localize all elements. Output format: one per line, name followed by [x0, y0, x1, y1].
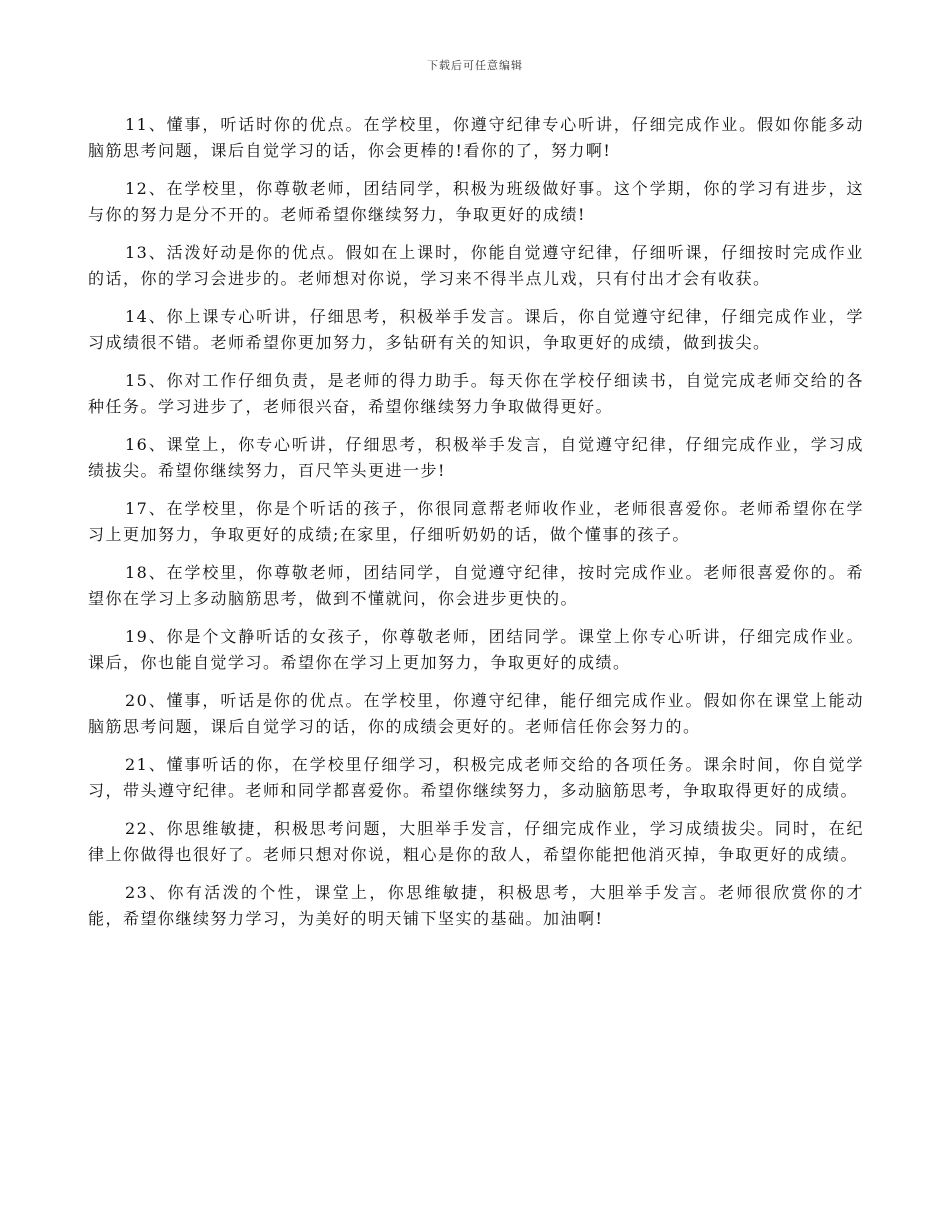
comment-paragraph-15: 15、你对工作仔细负责，是老师的得力助手。每天你在学校仔细读书，自觉完成老师交给的各种任务。学习进步了，老师很兴奋，希望你继续努力争取做得更好。	[88, 371, 864, 416]
comment-paragraph-19: 19、你是个文静听话的女孩子，你尊敬老师，团结同学。课堂上你专心听讲，仔细完成作业。课后，你也能自觉学习。希望你在学习上更加努力，争取更好的成绩。	[88, 627, 864, 672]
comment-paragraph-20: 20、懂事，听话是你的优点。在学校里，你遵守纪律，能仔细完成作业。假如你在课堂上能动脑筋思考问题，课后自觉学习的话，你的成绩会更好的。老师信任你会努力的。	[88, 691, 864, 736]
document-body	[88, 112, 864, 944]
comment-paragraph-21: 21、懂事听话的你，在学校里仔细学习，积极完成老师交给的各项任务。课余时间，你自觉学习，带头遵守纪律。老师和同学都喜爱你。希望你继续努力，多动脑筋思考，争取取得更好的成绩。	[88, 755, 864, 800]
comment-paragraph-11: 11、懂事，听话时你的优点。在学校里，你遵守纪律专心听讲，仔细完成作业。假如你能多动脑筋思考问题，课后自觉学习的话，你会更棒的!看你的了，努力啊!	[88, 115, 864, 160]
page-header: 下载后可任意编辑	[427, 59, 523, 72]
comment-paragraph-16: 16、课堂上，你专心听讲，仔细思考，积极举手发言，自觉遵守纪律，仔细完成作业，学习成绩拔尖。希望你继续努力，百尺竿头更进一步!	[88, 435, 864, 480]
comment-paragraph-22: 22、你思维敏捷，积极思考问题，大胆举手发言，仔细完成作业，学习成绩拔尖。同时，在纪律上你做得也很好了。老师只想对你说，粗心是你的敌人，希望你能把他消灭掉，争取更好的成绩。	[88, 819, 864, 864]
comment-paragraph-12: 12、在学校里，你尊敬老师，团结同学，积极为班级做好事。这个学期，你的学习有进步，这与你的努力是分不开的。老师希望你继续努力，争取更好的成绩!	[88, 179, 864, 224]
comment-paragraph-23: 23、你有活泼的个性，课堂上，你思维敏捷，积极思考，大胆举手发言。老师很欣赏你的才能，希望你继续努力学习，为美好的明天铺下坚实的基础。加油啊!	[88, 883, 864, 928]
comment-paragraph-14: 14、你上课专心听讲，仔细思考，积极举手发言。课后，你自觉遵守纪律，仔细完成作业，学习成绩很不错。老师希望你更加努力，多钻研有关的知识，争取更好的成绩，做到拔尖。	[88, 307, 864, 352]
comment-paragraph-13: 13、活泼好动是你的优点。假如在上课时，你能自觉遵守纪律，仔细听课，仔细按时完成作业的话，你的学习会进步的。老师想对你说，学习来不得半点儿戏，只有付出才会有收获。	[88, 243, 864, 288]
comment-paragraph-18: 18、在学校里，你尊敬老师，团结同学，自觉遵守纪律，按时完成作业。老师很喜爱你的。希望你在学习上多动脑筋思考，做到不懂就问，你会进步更快的。	[88, 563, 864, 608]
comment-paragraph-17: 17、在学校里，你是个听话的孩子，你很同意帮老师收作业，老师很喜爱你。老师希望你在学习上更加努力，争取更好的成绩;在家里，仔细听奶奶的话，做个懂事的孩子。	[88, 499, 864, 544]
